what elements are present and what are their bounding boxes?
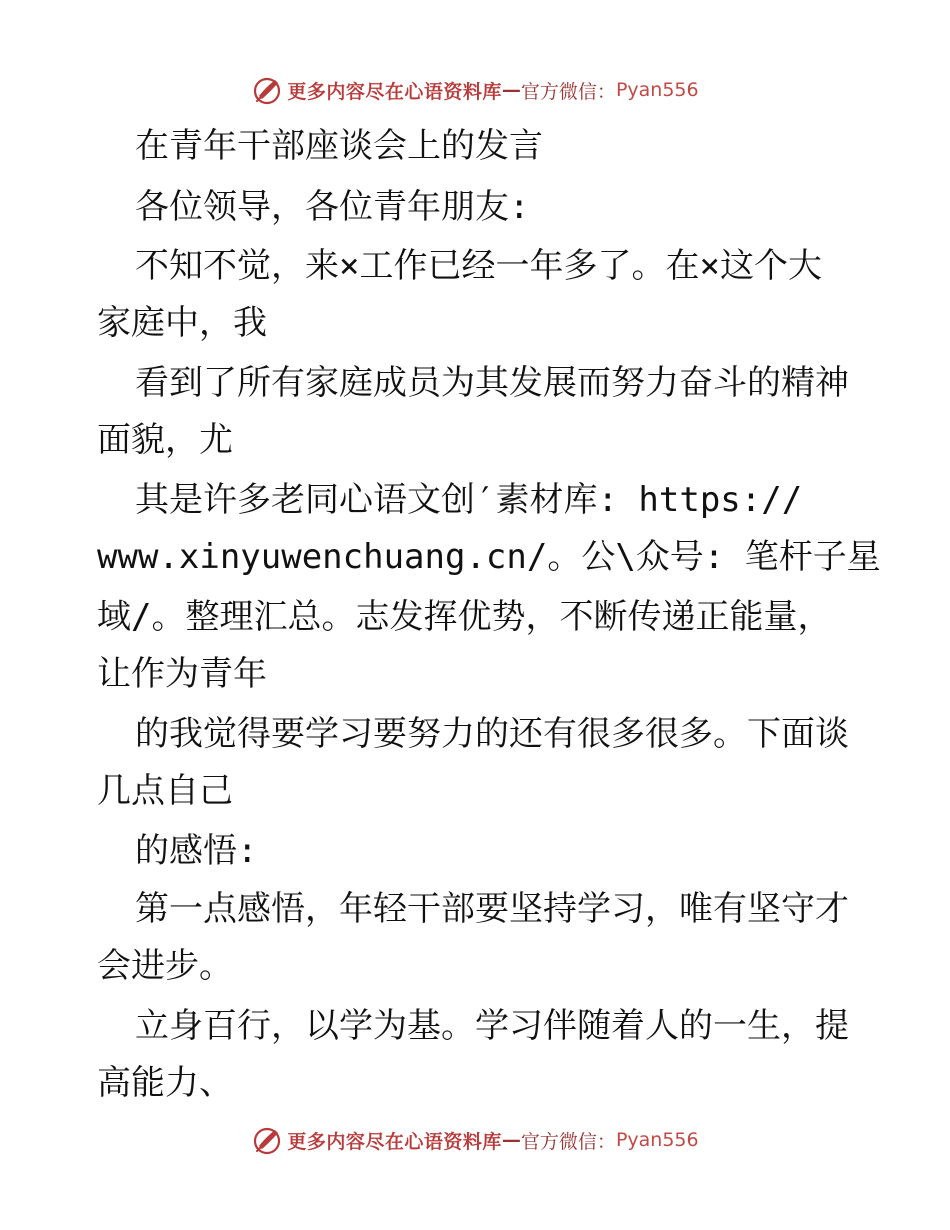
banner-wechat-id: Pyan556	[615, 79, 699, 101]
banner-wechat-label: 官方微信：	[520, 1130, 616, 1153]
paragraph-line: 的我觉得要学习要努力的还有很多很多。下面谈	[135, 714, 849, 754]
banner-wechat-label: 官方微信：	[520, 80, 616, 103]
paragraph-line: 看到了所有家庭成员为其发展而努力奋斗的精神	[135, 363, 849, 403]
banner-wechat-id: Pyan556	[615, 1129, 699, 1151]
paragraph-line: 不知不觉，来×工作已经一年多了。在×这个大	[135, 246, 822, 286]
paragraph-line: 会进步。	[97, 946, 233, 986]
paragraph-line: 几点自己	[97, 771, 233, 811]
paragraph-line: 其是许多老同心语文创′素材库: https://	[135, 480, 803, 520]
header-banner	[0, 70, 950, 110]
banner-main-text: 更多内容尽在心语资料库	[287, 80, 502, 103]
paragraph-line: www.xinyuwenchuang.cn/。公\众号: 笔杆子星	[97, 537, 881, 577]
footer-banner	[0, 1120, 950, 1160]
paragraph-line: 立身百行，以学为基。学习伴随着人的一生，提	[135, 1006, 849, 1046]
paragraph-line: 让作为青年	[97, 654, 267, 694]
paragraph-line: 面貌，尤	[97, 420, 233, 460]
paragraph-line: 的感悟:	[135, 831, 258, 871]
brush-pen-logo-icon	[251, 1124, 283, 1156]
paragraph-line: 第一点感悟，年轻干部要坚持学习，唯有坚守才	[135, 889, 849, 929]
banner-main-text: 更多内容尽在心语资料库	[287, 1130, 502, 1153]
paragraph-line: 家庭中，我	[97, 303, 267, 343]
salutation: 各位领导，各位青年朋友:	[135, 187, 530, 227]
paragraph-line: 域/。整理汇总。志发挥优势，不断传递正能量，	[97, 597, 832, 637]
paragraph-line: 高能力、	[97, 1063, 233, 1103]
banner-separator: —	[501, 1129, 521, 1151]
document-title: 在青年干部座谈会上的发言	[135, 126, 543, 166]
banner-separator: —	[501, 79, 521, 101]
brush-pen-logo-icon	[251, 74, 283, 106]
